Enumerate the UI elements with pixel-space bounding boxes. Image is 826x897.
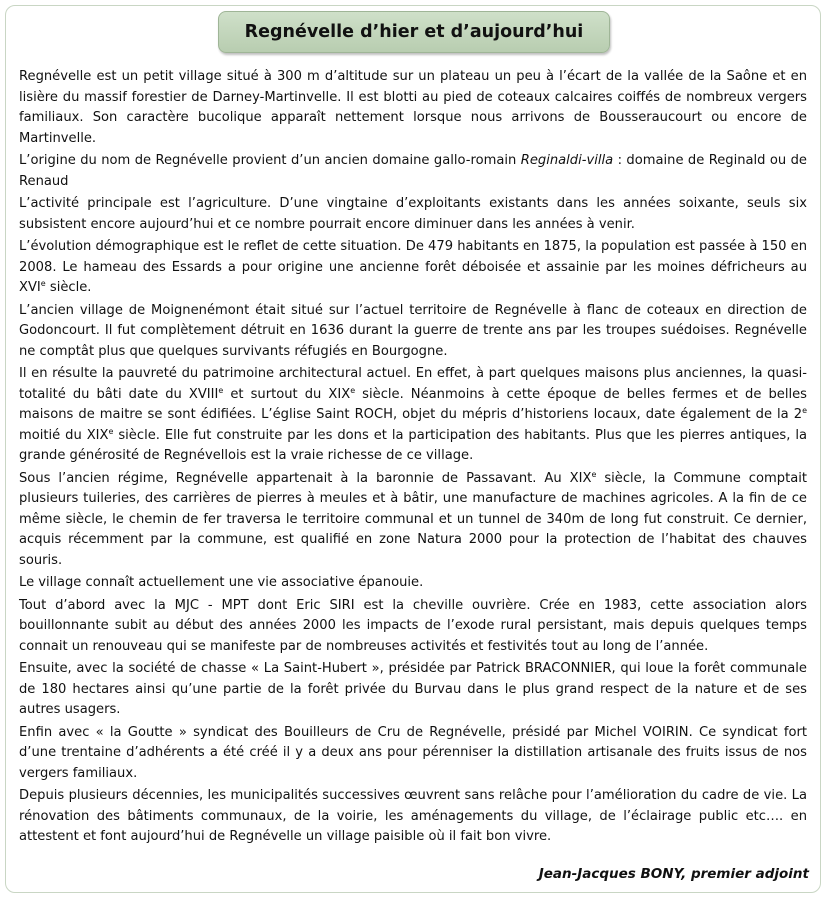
article-paragraph — [19, 237, 807, 299]
paragraph-text: siècle. Elle fut construite par les dons et la participation des habitants. Plus que les pierres antiques, la grande générosité de Regnévellois est la vraie richesse de ce village. — [19, 427, 807, 463]
title-banner — [218, 11, 610, 53]
paragraph-text: Ensuite, avec la société de chasse « La Saint-Hubert », présidée par Patrick BRACONNIER, qui loue la forêt communale de 180 hectares ainsi qu’une partie de la forêt privée du Burvau dans le plus grand respect de la nature et de ses autres usagers. — [19, 661, 807, 717]
paragraph-text: Tout d’abord avec la MJC - MPT dont Eric SIRI est la cheville ouvrière. Crée en 1983, cette association alors bouillonnante subit au début des années 2000 les impacts de l’exode rural persistant, mais depuis quelques temps connait un renouveau qui se manifeste par de nombreuses activités et festivités tout au long de l’année. — [19, 597, 807, 654]
article-paragraph — [19, 723, 807, 785]
paragraph-text: L’activité principale est l’agriculture. D’une vingtaine d’exploitants existants dans les années soixante, seuls six subsistent encore aujourd’hui et ce nombre pourrait encore diminuer dans les années à venir. — [19, 196, 807, 232]
paragraph-text: L’ancien village de Moignenémont était situé sur l’actuel territoire de Regnévelle à flanc de coteaux en direction de Godoncourt. Il fut complètement détruit en 1636 durant la guerre de trente ans par les troupes suédoises. Regnévelle ne comptât plus que quelques survivants réfugiés en Bourgogne. — [19, 302, 807, 359]
superscript: e — [350, 385, 356, 395]
article-paragraph — [19, 194, 807, 235]
paragraph-text: Sous l’ancien régime, Regnévelle appartenait à la baronnie de Passavant. Au XIX — [19, 470, 592, 486]
article-paragraph — [19, 469, 807, 572]
article-paragraph — [19, 573, 807, 594]
paragraph-text: Depuis plusieurs décennies, les municipalités successives œuvrent sans relâche pour l’amélioration du cadre de vie. La rénovation des bâtiments communaux, de la voirie, les aménagements du village, de l’éclairage public etc…. en attestent et font aujourd’hui de Regnévelle un village paisible où il fait bon vivre. — [19, 788, 807, 844]
article-paragraph — [19, 659, 807, 721]
paragraph-text: Regnévelle est un petit village situé à 300 m d’altitude sur un plateau un peu à l’écart de la vallée de la Saône et en lisière du massif forestier de Darney-Martinvelle. Il est blotti au pied de coteaux calcaires coiffés de nombreux vergers familiaux. Son caractère bucolique apparaît nettement lorsque nous arrivons de Bousseraucourt ou encore de Martinvelle. — [19, 69, 807, 146]
italic-term: Reginaldi-villa — [520, 153, 614, 168]
article-body — [19, 67, 807, 850]
superscript: e — [40, 279, 46, 288]
article-paragraph — [19, 596, 807, 658]
paragraph-text: moitié du XIX — [19, 427, 109, 443]
page-title: Regnévelle d’hier et d’aujourd’hui — [244, 22, 584, 42]
article-paragraph — [19, 67, 807, 149]
superscript: e — [108, 426, 114, 436]
article-paragraph — [19, 151, 807, 192]
paragraph-text: siècle, la Commune comptait plusieurs tuileries, des carrières de pierres à meules et à bâtir, une manufacture de machines agricoles. A la fin de ce même siècle, le chemin de fer traversa le territoire communal et un tunnel de 340m de long fut construit. Ce dernier, acquis récemment par la commune, est qualifié en zone Natura 2000 pour la protection de l’habitat des chauves souris. — [19, 470, 807, 568]
paragraph-text: Le village connaît actuellement une vie associative épanouie. — [19, 575, 424, 590]
superscript: e — [218, 385, 224, 395]
superscript: e — [802, 406, 807, 415]
paragraph-text: et surtout du XIX — [223, 386, 351, 402]
paragraph-text: L’évolution démographique est le reflet de cette situation. De 479 habitants en 1875, la population est passée à 150 en 2008. Le hameau des Essards a pour origine une ancienne forêt déboisée et assainie par les moines défricheurs au XVI — [19, 239, 807, 295]
paragraph-text: Enfin avec « la Goutte » syndicat des Bouilleurs de Cru de Regnévelle, présidé par Michel VOIRIN. Ce syndicat fort d’une trentaine d’adhérents a été créé il y a deux ans pour pérenniser la distillation artisanale des fruits issus de nos vergers familiaux. — [19, 724, 807, 781]
paragraph-text: siècle. Néanmoins à cette époque de belles fermes et de belles maisons de maitre se sont édifiées. L’église Saint ROCH, objet du mépris d’historiens locaux, date également de la 2 — [19, 386, 807, 422]
paragraph-text: : domaine de Reginald ou de Renaud — [19, 153, 807, 189]
paragraph-text: siècle. — [45, 280, 92, 295]
paragraph-text: Il en résulte la pauvreté du patrimoine architectural actuel. En effet, à part quelques maisons plus anciennes, la quasi-totalité du bâti date du XVIII — [19, 366, 807, 402]
superscript: e — [591, 469, 597, 479]
article-paragraph — [19, 301, 807, 363]
author-signature: Jean-Jacques BONY, premier adjoint — [538, 866, 809, 882]
paragraph-text: L’origine du nom de Regnévelle provient d’un ancien domaine gallo-romain — [19, 153, 521, 168]
article-paragraph — [19, 786, 807, 848]
article-paragraph — [19, 364, 807, 467]
